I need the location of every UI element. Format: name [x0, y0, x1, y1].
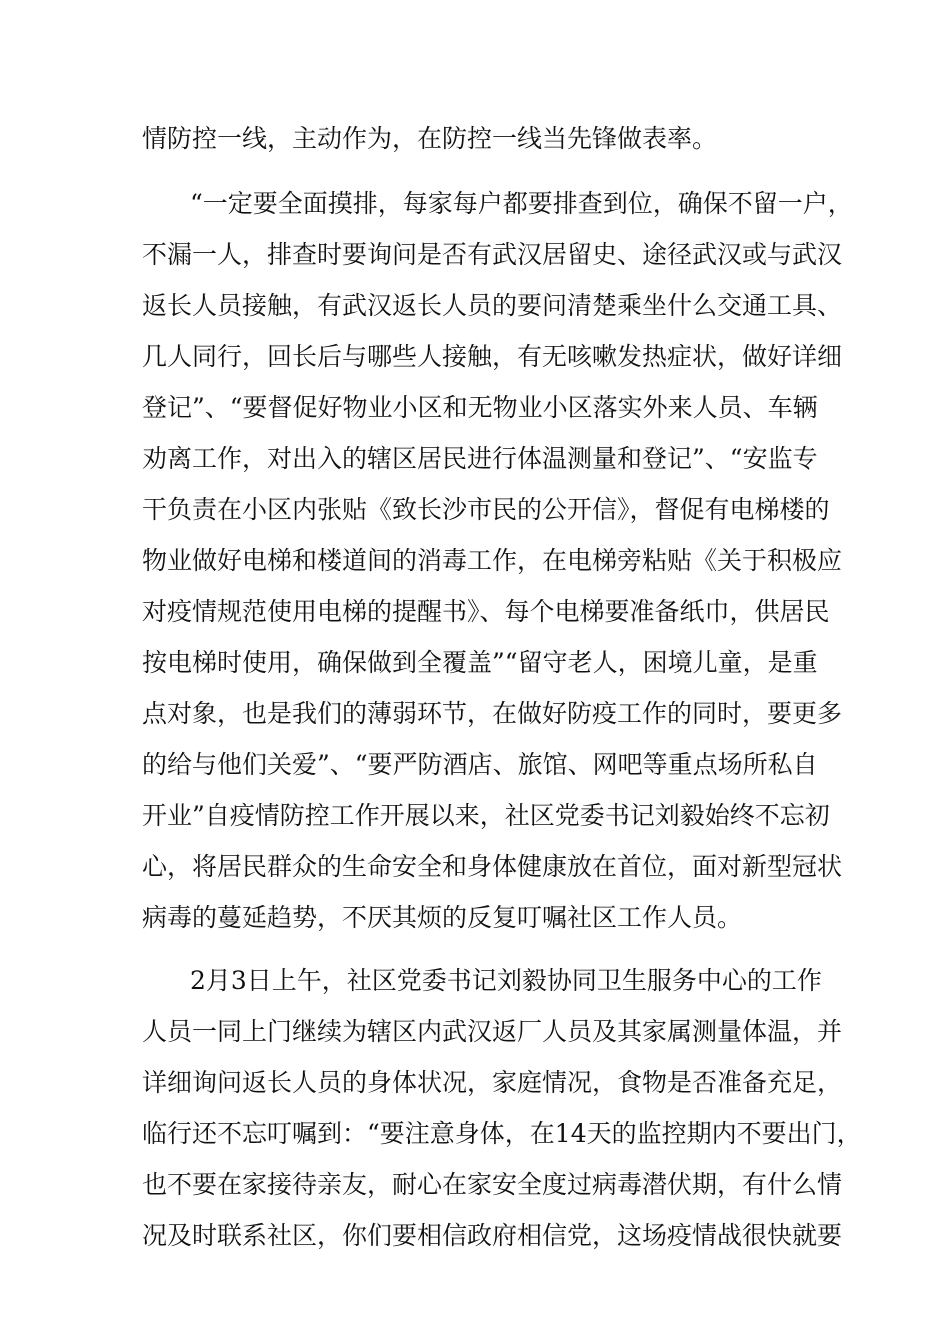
text-line: 物业做好电梯和楼道间的消毒工作，在电梯旁粘贴《关于积极应 — [142, 546, 843, 575]
text-line: 详细询问返长人员的身体状况，家庭情况，食物是否准备充足， — [142, 1068, 843, 1097]
text-line: 对疫情规范使用电梯的提醒书》、每个电梯要准备纸巾，供居民 — [142, 597, 830, 626]
text-line: “一定要全面摸排，每家每户都要排查到位，确保不留一户， — [190, 189, 853, 218]
text-line: 不漏一人，排查时要询问是否有武汉居留史、途径武汉或与武汉 — [142, 240, 843, 269]
text-line: 2月3日上午，社区党委书记刘毅协同卫生服务中心的工作 — [190, 966, 822, 995]
text-line: 点对象，也是我们的薄弱环节，在做好防疫工作的同时，要更多 — [142, 699, 843, 728]
text-line: 心，将居民群众的生命安全和身体健康放在首位，面对新型冠状 — [142, 852, 843, 881]
text-line: 登记”、“要督促好物业小区和无物业小区落实外来人员、车辆 — [142, 393, 818, 422]
text-line: 按电梯时使用，确保做到全覆盖”“留守老人，困境儿童，是重 — [142, 648, 818, 677]
text-line: 干负责在小区内张贴《致长沙市民的公开信》，督促有电梯楼的 — [142, 495, 830, 524]
text-line: 病毒的蔓延趋势，不厌其烦的反复叮嘱社区工作人员。 — [142, 903, 743, 932]
text-line: 开业”自疫情防控工作开展以来，社区党委书记刘毅始终不忘初 — [142, 801, 830, 830]
text-line: 情防控一线，主动作为，在防控一线当先锋做表率。 — [142, 124, 718, 153]
text-line: 劝离工作，对出入的辖区居民进行体温测量和登记”、“安监专 — [142, 444, 818, 473]
text-line: 也不要在家接待亲友，耐心在家安全度过病毒潜伏期，有什么情 — [142, 1170, 843, 1199]
text-line: 返长人员接触，有武汉返长人员的要问清楚乘坐什么交通工具、 — [142, 291, 843, 320]
text-line: 几人同行，回长后与哪些人接触，有无咳嗽发热症状，做好详细 — [142, 342, 843, 371]
text-line: 临行还不忘叮嘱到：“要注意身体，在14天的监控期内不要出门， — [142, 1119, 862, 1148]
text-line: 人员一同上门继续为辖区内武汉返厂人员及其家属测量体温，并 — [142, 1017, 843, 1046]
text-line: 的给与他们关爱”、“要严防酒店、旅馆、网吧等重点场所私自 — [142, 750, 818, 779]
text-line: 况及时联系社区，你们要相信政府相信党，这场疫情战很快就要 — [142, 1221, 843, 1250]
